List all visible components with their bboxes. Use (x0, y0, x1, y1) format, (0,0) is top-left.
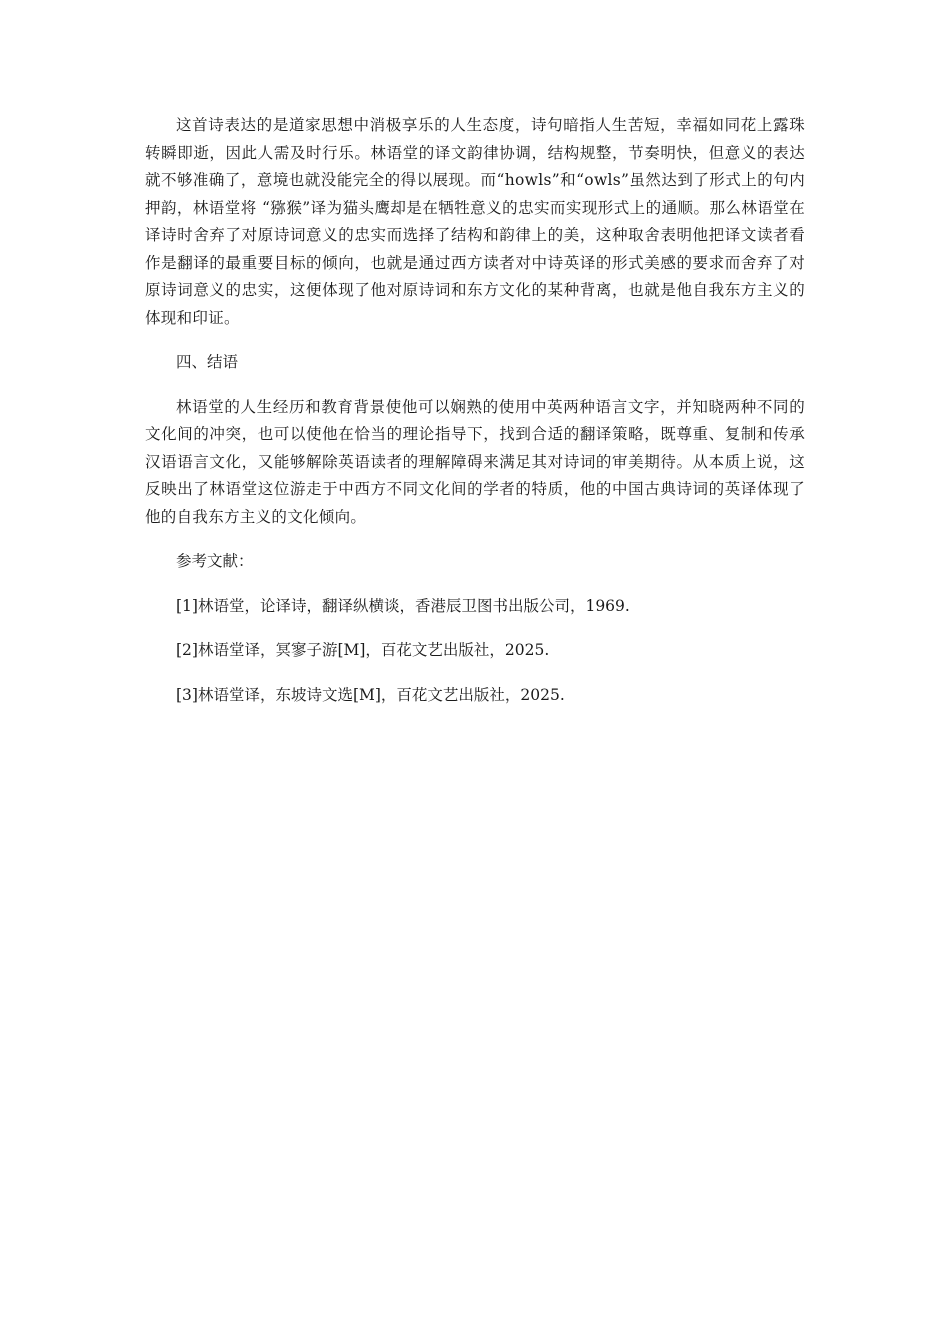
section-heading-conclusion: 四、结语 (176, 353, 239, 371)
body-paragraph-1: 这首诗表达的是道家思想中消极享乐的人生态度，诗句暗指人生苦短，幸福如同花上露珠转瞬即逝，因此人需及时行乐。林语堂的译文韵律协调，结构规整，节奏明快，但意义的表达就不够准确了，意境也就没能完全的得以展现。而“howls”和“owls”虽然达到了形式上的句内押韵，林语堂将 “猕猴”译为猫头鹰却是在牺牲意义的忠实而实现形式上的通顺。那么林语堂在译诗时舍弃了对原诗词意义的忠实而选择了结构和韵律上的美，这种取舍表明他把译文读者看作是翻译的最重要目标的倾向，也就是通过西方读者对中诗英译的形式美感的要求而舍弃了对原诗词意义的忠实，这便体现了他对原诗词和东方文化的某种背离，也就是他自我东方主义的体现和印证。 (145, 116, 805, 327)
body-paragraph-2: 林语堂的人生经历和教育背景使他可以娴熟的使用中英两种语言文字，并知晓两种不同的文化间的冲突，也可以使他在恰当的理论指导下，找到合适的翻译策略，既尊重、复制和传承汉语语言文化，又能够解除英语读者的理解障碍来满足其对诗词的审美期待。从本质上说，这反映出了林语堂这位游走于中西方不同文化间的学者的特质，他的中国古典诗词的英译体现了他的自我东方主义的文化倾向。 (145, 397, 805, 526)
reference-item-2: [2]林语堂译，冥寥子游[M]，百花文艺出版社，2025. (176, 641, 550, 659)
document-body (145, 112, 805, 709)
references-label: 参考文献： (176, 552, 254, 570)
reference-item-3: [3]林语堂译，东坡诗文选[M]，百花文艺出版社，2025. (176, 685, 565, 704)
reference-item-1: [1]林语堂，论译诗，翻译纵横谈，香港辰卫图书出版公司，1969. (176, 596, 630, 615)
